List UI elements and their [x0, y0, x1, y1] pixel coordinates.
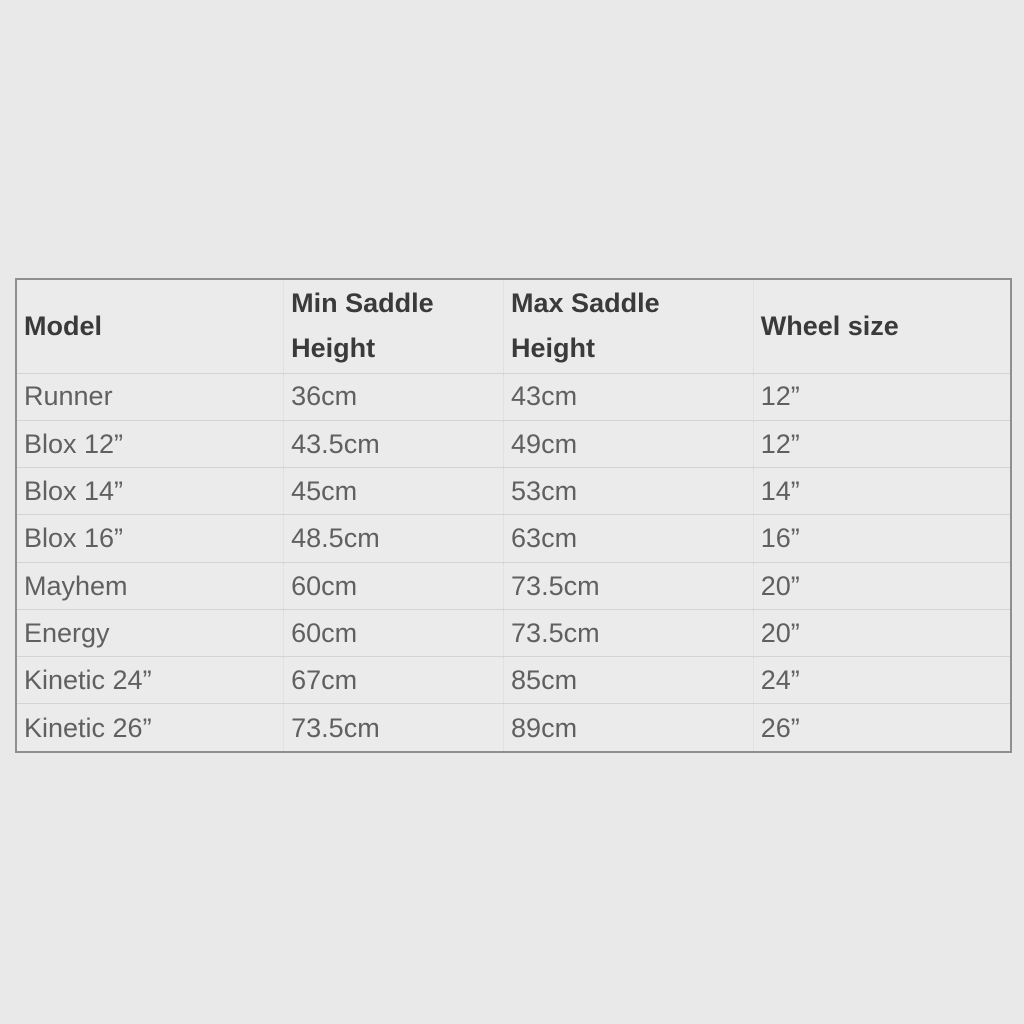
table-row	[16, 515, 1011, 562]
table-row	[16, 562, 1011, 609]
cell-max-saddle-height: 49cm	[504, 420, 754, 467]
cell-wheel-size: 26”	[753, 704, 1011, 752]
table-row	[16, 420, 1011, 467]
cell-min-saddle-height: 43.5cm	[284, 420, 504, 467]
cell-wheel-size: 16”	[753, 515, 1011, 562]
cell-min-saddle-height: 60cm	[284, 562, 504, 609]
cell-wheel-size: 12”	[753, 420, 1011, 467]
table-row	[16, 704, 1011, 752]
saddle-height-table-wrapper	[15, 278, 1012, 753]
saddle-height-spec-table	[15, 278, 1012, 753]
cell-max-saddle-height: 63cm	[504, 515, 754, 562]
cell-max-saddle-height: 73.5cm	[504, 609, 754, 656]
table-row	[16, 373, 1011, 420]
cell-model: Blox 14”	[16, 468, 284, 515]
cell-model: Energy	[16, 609, 284, 656]
cell-min-saddle-height: 48.5cm	[284, 515, 504, 562]
cell-model: Mayhem	[16, 562, 284, 609]
table-row	[16, 609, 1011, 656]
cell-min-saddle-height: 67cm	[284, 657, 504, 704]
cell-model: Runner	[16, 373, 284, 420]
cell-min-saddle-height: 36cm	[284, 373, 504, 420]
cell-min-saddle-height: 73.5cm	[284, 704, 504, 752]
column-header-max-saddle-height: Max Saddle Height	[504, 279, 754, 373]
cell-model: Kinetic 26”	[16, 704, 284, 752]
column-header-model: Model	[16, 279, 284, 373]
column-header-wheel-size: Wheel size	[753, 279, 1011, 373]
cell-max-saddle-height: 89cm	[504, 704, 754, 752]
cell-model: Blox 12”	[16, 420, 284, 467]
column-header-min-saddle-height: Min Saddle Height	[284, 279, 504, 373]
cell-max-saddle-height: 53cm	[504, 468, 754, 515]
cell-min-saddle-height: 60cm	[284, 609, 504, 656]
table-body	[16, 373, 1011, 752]
cell-max-saddle-height: 73.5cm	[504, 562, 754, 609]
cell-wheel-size: 20”	[753, 562, 1011, 609]
header-row	[16, 279, 1011, 373]
cell-model: Kinetic 24”	[16, 657, 284, 704]
cell-wheel-size: 14”	[753, 468, 1011, 515]
table-row	[16, 657, 1011, 704]
cell-min-saddle-height: 45cm	[284, 468, 504, 515]
cell-wheel-size: 20”	[753, 609, 1011, 656]
cell-wheel-size: 24”	[753, 657, 1011, 704]
cell-max-saddle-height: 85cm	[504, 657, 754, 704]
cell-model: Blox 16”	[16, 515, 284, 562]
table-row	[16, 468, 1011, 515]
cell-max-saddle-height: 43cm	[504, 373, 754, 420]
cell-wheel-size: 12”	[753, 373, 1011, 420]
